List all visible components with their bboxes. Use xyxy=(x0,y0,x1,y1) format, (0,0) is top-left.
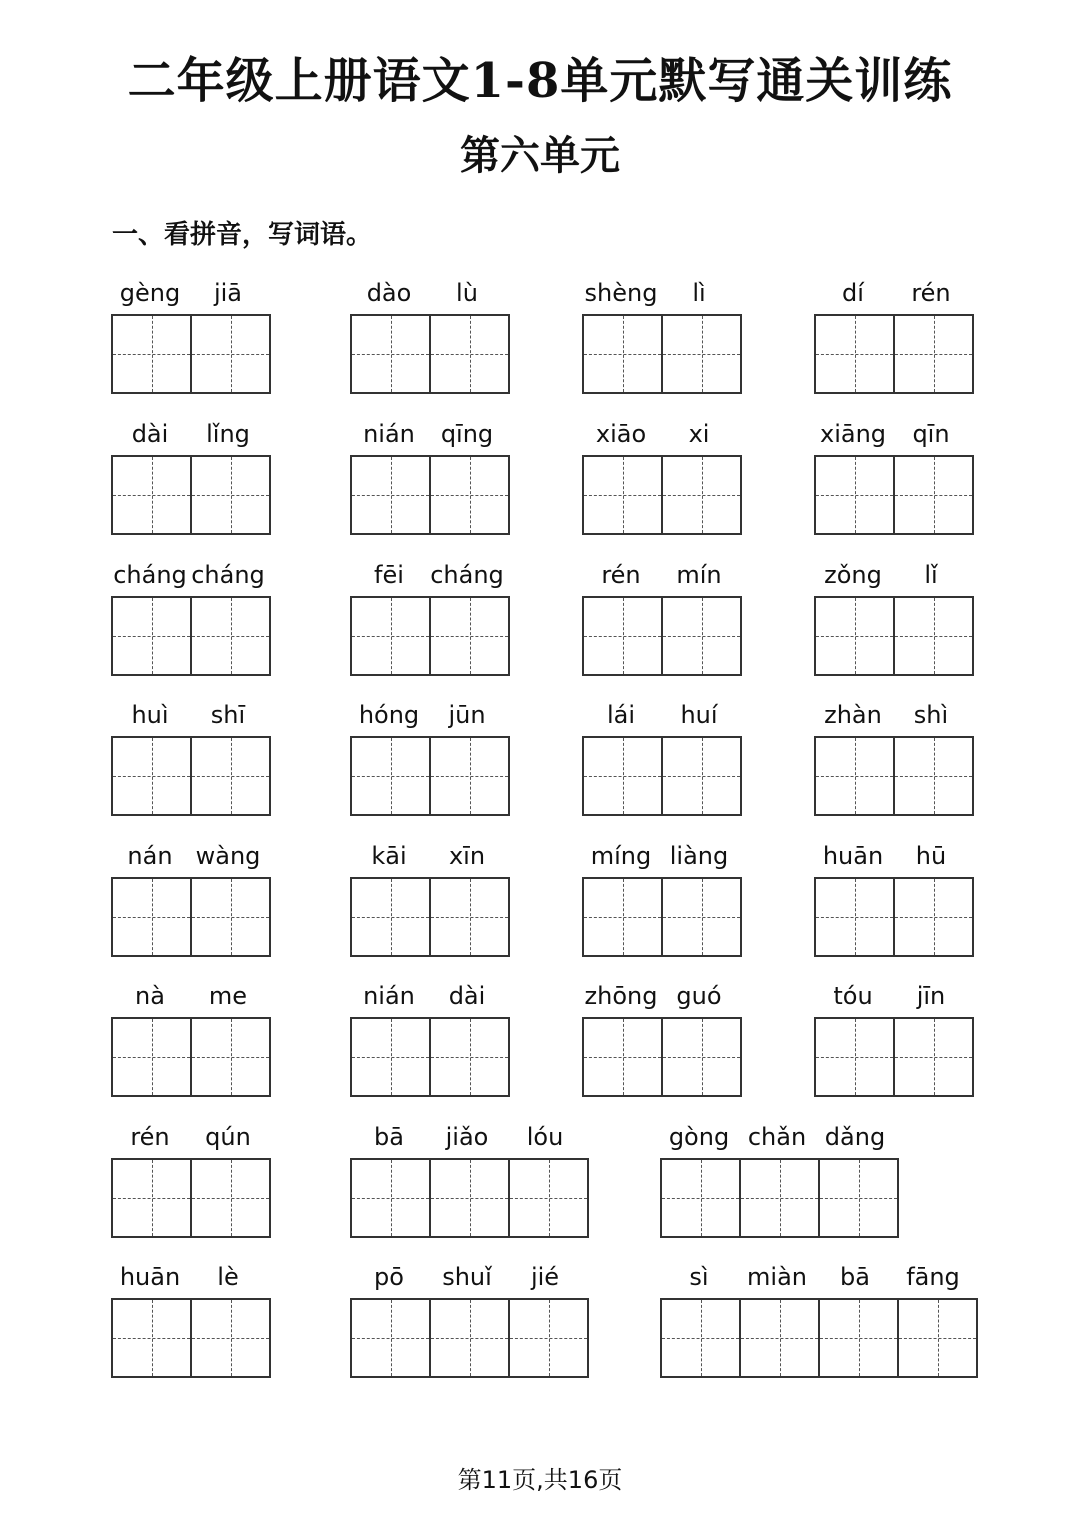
word-item xyxy=(111,841,271,957)
pinyin-line xyxy=(111,981,271,1017)
tianzige-boxes xyxy=(350,314,510,394)
pinyin-syllable: qún xyxy=(205,1123,251,1151)
tianzige-boxes xyxy=(111,455,271,535)
word-item xyxy=(582,700,742,816)
word-item xyxy=(814,560,974,676)
pinyin-syllable: rén xyxy=(601,561,641,589)
word-item xyxy=(814,278,974,394)
pinyin-line xyxy=(814,981,974,1017)
tianzige-boxes xyxy=(582,736,742,816)
pinyin-line xyxy=(350,1122,589,1158)
writing-cell[interactable] xyxy=(816,879,895,955)
pinyin-syllable: wàng xyxy=(195,842,261,870)
pinyin-syllable: gòng xyxy=(668,1123,730,1151)
pinyin-syllable: nián xyxy=(363,420,415,448)
pinyin-syllable: nán xyxy=(127,842,173,870)
writing-cell[interactable] xyxy=(431,316,510,392)
tianzige-boxes xyxy=(350,1158,589,1238)
pinyin-line xyxy=(111,278,271,314)
pinyin-syllable: shī xyxy=(210,701,246,729)
pinyin-line xyxy=(350,278,510,314)
pinyin-syllable: xiāo xyxy=(595,420,647,448)
tianzige-boxes xyxy=(111,1298,271,1378)
word-item xyxy=(111,700,271,816)
page-title: 二年级上册语文1-8单元默写通关训练 xyxy=(127,53,953,109)
writing-cell[interactable] xyxy=(352,1160,431,1236)
word-item xyxy=(350,700,510,816)
writing-cell[interactable] xyxy=(895,879,974,955)
word-item xyxy=(582,560,742,676)
pinyin-syllable: zǒng xyxy=(824,561,882,589)
exercise-row xyxy=(0,700,1080,840)
pinyin-syllable: hū xyxy=(915,842,947,870)
pinyin-line xyxy=(111,419,271,455)
pinyin-line xyxy=(660,1262,978,1298)
pinyin-syllable: dài xyxy=(131,420,169,448)
pinyin-syllable: chǎn xyxy=(747,1123,807,1151)
pinyin-syllable: xīn xyxy=(448,842,486,870)
writing-cell[interactable] xyxy=(741,1160,820,1236)
exercise-row xyxy=(0,419,1080,559)
writing-cell[interactable] xyxy=(584,738,663,814)
tianzige-boxes xyxy=(350,1298,589,1378)
writing-cell[interactable] xyxy=(663,598,742,674)
writing-cell[interactable] xyxy=(431,457,510,533)
writing-cell[interactable] xyxy=(113,879,192,955)
writing-cell[interactable] xyxy=(113,598,192,674)
writing-cell[interactable] xyxy=(352,1300,431,1376)
word-item xyxy=(111,560,271,676)
word-item xyxy=(350,419,510,535)
pinyin-line xyxy=(582,981,742,1017)
pinyin-syllable: huì xyxy=(131,701,169,729)
tianzige-boxes xyxy=(814,736,974,816)
writing-cell[interactable] xyxy=(352,1019,431,1095)
word-item xyxy=(111,419,271,535)
tianzige-boxes xyxy=(814,1017,974,1097)
pinyin-syllable: lái xyxy=(606,701,636,729)
pinyin-line xyxy=(660,1122,899,1158)
pinyin-syllable: bā xyxy=(374,1123,404,1151)
word-item xyxy=(660,1122,899,1238)
pinyin-syllable: qīng xyxy=(440,420,494,448)
tianzige-boxes xyxy=(814,455,974,535)
writing-cell[interactable] xyxy=(113,1019,192,1095)
word-item xyxy=(350,981,510,1097)
tianzige-boxes xyxy=(111,877,271,957)
pinyin-syllable: kāi xyxy=(371,842,407,870)
pinyin-syllable: mín xyxy=(676,561,722,589)
pinyin-syllable: cháng xyxy=(191,561,265,589)
pinyin-syllable: cháng xyxy=(113,561,187,589)
tianzige-boxes xyxy=(582,455,742,535)
tianzige-boxes xyxy=(111,596,271,676)
writing-cell[interactable] xyxy=(192,598,271,674)
tianzige-boxes xyxy=(111,314,271,394)
word-item xyxy=(111,278,271,394)
pinyin-line xyxy=(111,1262,271,1298)
writing-cell[interactable] xyxy=(113,1300,192,1376)
word-item xyxy=(111,981,271,1097)
writing-cell[interactable] xyxy=(192,1300,271,1376)
pinyin-line xyxy=(111,841,271,877)
tianzige-boxes xyxy=(582,314,742,394)
pinyin-line xyxy=(814,278,974,314)
word-item xyxy=(582,419,742,535)
pinyin-syllable: jié xyxy=(530,1263,560,1291)
tianzige-boxes xyxy=(814,596,974,676)
writing-cell[interactable] xyxy=(663,316,742,392)
exercise-row xyxy=(0,1122,1080,1262)
tianzige-boxes xyxy=(350,877,510,957)
pinyin-line xyxy=(814,419,974,455)
pinyin-syllable: lì xyxy=(692,279,706,307)
pinyin-line xyxy=(350,560,510,596)
page-footer: 第11页,共16页 xyxy=(457,1466,623,1494)
writing-cell[interactable] xyxy=(431,1160,510,1236)
writing-cell[interactable] xyxy=(431,598,510,674)
writing-cell[interactable] xyxy=(662,1160,741,1236)
writing-cell[interactable] xyxy=(510,1300,589,1376)
word-item xyxy=(111,1122,271,1238)
pinyin-syllable: lè xyxy=(217,1263,239,1291)
pinyin-syllable: cháng xyxy=(430,561,504,589)
exercise-row xyxy=(0,981,1080,1121)
tianzige-boxes xyxy=(111,1158,271,1238)
word-item xyxy=(814,981,974,1097)
writing-cell[interactable] xyxy=(352,316,431,392)
writing-cell[interactable] xyxy=(192,1019,271,1095)
writing-cell[interactable] xyxy=(584,457,663,533)
pinyin-syllable: zhàn xyxy=(824,701,882,729)
writing-cell[interactable] xyxy=(820,1160,899,1236)
pinyin-line xyxy=(111,560,271,596)
exercise-row xyxy=(0,841,1080,981)
tianzige-boxes xyxy=(814,314,974,394)
writing-cell[interactable] xyxy=(663,457,742,533)
writing-cell[interactable] xyxy=(663,1019,742,1095)
pinyin-syllable: míng xyxy=(590,842,652,870)
pinyin-line xyxy=(350,1262,589,1298)
writing-cell[interactable] xyxy=(431,879,510,955)
tianzige-boxes xyxy=(582,1017,742,1097)
pinyin-line xyxy=(582,700,742,736)
word-item xyxy=(660,1262,978,1378)
pinyin-line xyxy=(814,841,974,877)
writing-cell[interactable] xyxy=(899,1300,978,1376)
pinyin-syllable: shuǐ xyxy=(442,1263,492,1291)
pinyin-syllable: jūn xyxy=(448,701,486,729)
writing-cell[interactable] xyxy=(895,1019,974,1095)
pinyin-syllable: zhōng xyxy=(584,982,658,1010)
pinyin-syllable: dí xyxy=(842,279,864,307)
pinyin-line xyxy=(814,560,974,596)
pinyin-syllable: huí xyxy=(680,701,718,729)
tianzige-boxes xyxy=(660,1298,978,1378)
pinyin-syllable: rén xyxy=(911,279,951,307)
writing-cell[interactable] xyxy=(113,1160,192,1236)
writing-cell[interactable] xyxy=(352,879,431,955)
pinyin-syllable: lóu xyxy=(526,1123,564,1151)
pinyin-syllable: jiǎo xyxy=(445,1123,489,1151)
pinyin-syllable: lǐ xyxy=(924,561,938,589)
tianzige-boxes xyxy=(582,596,742,676)
pinyin-syllable: jiā xyxy=(213,279,243,307)
writing-cell[interactable] xyxy=(113,316,192,392)
writing-cell[interactable] xyxy=(431,1300,510,1376)
writing-cell[interactable] xyxy=(113,457,192,533)
word-item xyxy=(814,419,974,535)
pinyin-syllable: pō xyxy=(374,1263,404,1291)
pinyin-line xyxy=(814,700,974,736)
pinyin-syllable: dài xyxy=(448,982,486,1010)
pinyin-line xyxy=(582,419,742,455)
pinyin-line xyxy=(111,700,271,736)
pinyin-syllable: qīn xyxy=(912,420,950,448)
pinyin-syllable: fāng xyxy=(906,1263,960,1291)
writing-cell[interactable] xyxy=(510,1160,589,1236)
writing-cell[interactable] xyxy=(895,316,974,392)
tianzige-boxes xyxy=(350,736,510,816)
pinyin-syllable: nián xyxy=(363,982,415,1010)
tianzige-boxes xyxy=(350,596,510,676)
writing-cell[interactable] xyxy=(663,879,742,955)
word-item xyxy=(350,1262,589,1378)
writing-cell[interactable] xyxy=(584,879,663,955)
pinyin-line xyxy=(582,560,742,596)
pinyin-line xyxy=(350,841,510,877)
pinyin-line xyxy=(582,841,742,877)
exercise-row xyxy=(0,278,1080,418)
tianzige-boxes xyxy=(814,877,974,957)
exercise-row xyxy=(0,560,1080,700)
pinyin-syllable: sì xyxy=(689,1263,709,1291)
pinyin-syllable: dào xyxy=(366,279,412,307)
section-heading: 一、看拼音，写词语。 xyxy=(112,220,373,250)
exercise-row xyxy=(0,1262,1080,1402)
word-item xyxy=(814,700,974,816)
writing-cell[interactable] xyxy=(816,457,895,533)
pinyin-syllable: lǐng xyxy=(206,420,250,448)
writing-cell[interactable] xyxy=(192,738,271,814)
writing-cell[interactable] xyxy=(192,1160,271,1236)
writing-cell[interactable] xyxy=(895,738,974,814)
writing-cell[interactable] xyxy=(816,316,895,392)
pinyin-syllable: lù xyxy=(456,279,478,307)
tianzige-boxes xyxy=(660,1158,899,1238)
tianzige-boxes xyxy=(350,1017,510,1097)
pinyin-syllable: jīn xyxy=(916,982,946,1010)
word-item xyxy=(350,560,510,676)
writing-cell[interactable] xyxy=(584,1019,663,1095)
tianzige-boxes xyxy=(350,455,510,535)
pinyin-line xyxy=(111,1122,271,1158)
pinyin-line xyxy=(350,419,510,455)
writing-cell[interactable] xyxy=(662,1300,741,1376)
pinyin-syllable: huān xyxy=(822,842,884,870)
pinyin-syllable: me xyxy=(208,982,248,1010)
unit-subtitle: 第六单元 xyxy=(460,132,620,179)
writing-cell[interactable] xyxy=(895,598,974,674)
writing-cell[interactable] xyxy=(816,1019,895,1095)
pinyin-syllable: fēi xyxy=(374,561,404,589)
writing-cell[interactable] xyxy=(352,457,431,533)
word-item xyxy=(111,1262,271,1378)
word-item xyxy=(350,1122,589,1238)
writing-cell[interactable] xyxy=(663,738,742,814)
pinyin-syllable: gèng xyxy=(119,279,181,307)
pinyin-syllable: nà xyxy=(135,982,165,1010)
writing-cell[interactable] xyxy=(895,457,974,533)
pinyin-syllable: dǎng xyxy=(824,1123,886,1151)
word-item xyxy=(814,841,974,957)
pinyin-syllable: huān xyxy=(119,1263,181,1291)
word-item xyxy=(582,841,742,957)
writing-cell[interactable] xyxy=(192,457,271,533)
writing-cell[interactable] xyxy=(431,1019,510,1095)
tianzige-boxes xyxy=(111,1017,271,1097)
pinyin-syllable: liàng xyxy=(669,842,729,870)
writing-cell[interactable] xyxy=(816,598,895,674)
word-item xyxy=(350,278,510,394)
writing-cell[interactable] xyxy=(352,738,431,814)
writing-cell[interactable] xyxy=(113,738,192,814)
writing-cell[interactable] xyxy=(820,1300,899,1376)
writing-cell[interactable] xyxy=(584,316,663,392)
pinyin-syllable: tóu xyxy=(833,982,873,1010)
pinyin-line xyxy=(350,981,510,1017)
pinyin-syllable: rén xyxy=(130,1123,170,1151)
pinyin-syllable: miàn xyxy=(747,1263,807,1291)
pinyin-syllable: xi xyxy=(688,420,710,448)
pinyin-syllable: guó xyxy=(676,982,722,1010)
writing-cell[interactable] xyxy=(584,598,663,674)
writing-cell[interactable] xyxy=(816,738,895,814)
pinyin-syllable: shì xyxy=(913,701,949,729)
word-item xyxy=(350,841,510,957)
writing-cell[interactable] xyxy=(352,598,431,674)
tianzige-boxes xyxy=(582,877,742,957)
writing-cell[interactable] xyxy=(192,316,271,392)
writing-cell[interactable] xyxy=(741,1300,820,1376)
pinyin-syllable: hóng xyxy=(358,701,420,729)
word-item xyxy=(582,278,742,394)
writing-cell[interactable] xyxy=(431,738,510,814)
tianzige-boxes xyxy=(111,736,271,816)
pinyin-line xyxy=(350,700,510,736)
pinyin-syllable: shèng xyxy=(584,279,658,307)
pinyin-syllable: bā xyxy=(840,1263,870,1291)
pinyin-syllable: xiāng xyxy=(819,420,887,448)
word-item xyxy=(582,981,742,1097)
writing-cell[interactable] xyxy=(192,879,271,955)
pinyin-line xyxy=(582,278,742,314)
